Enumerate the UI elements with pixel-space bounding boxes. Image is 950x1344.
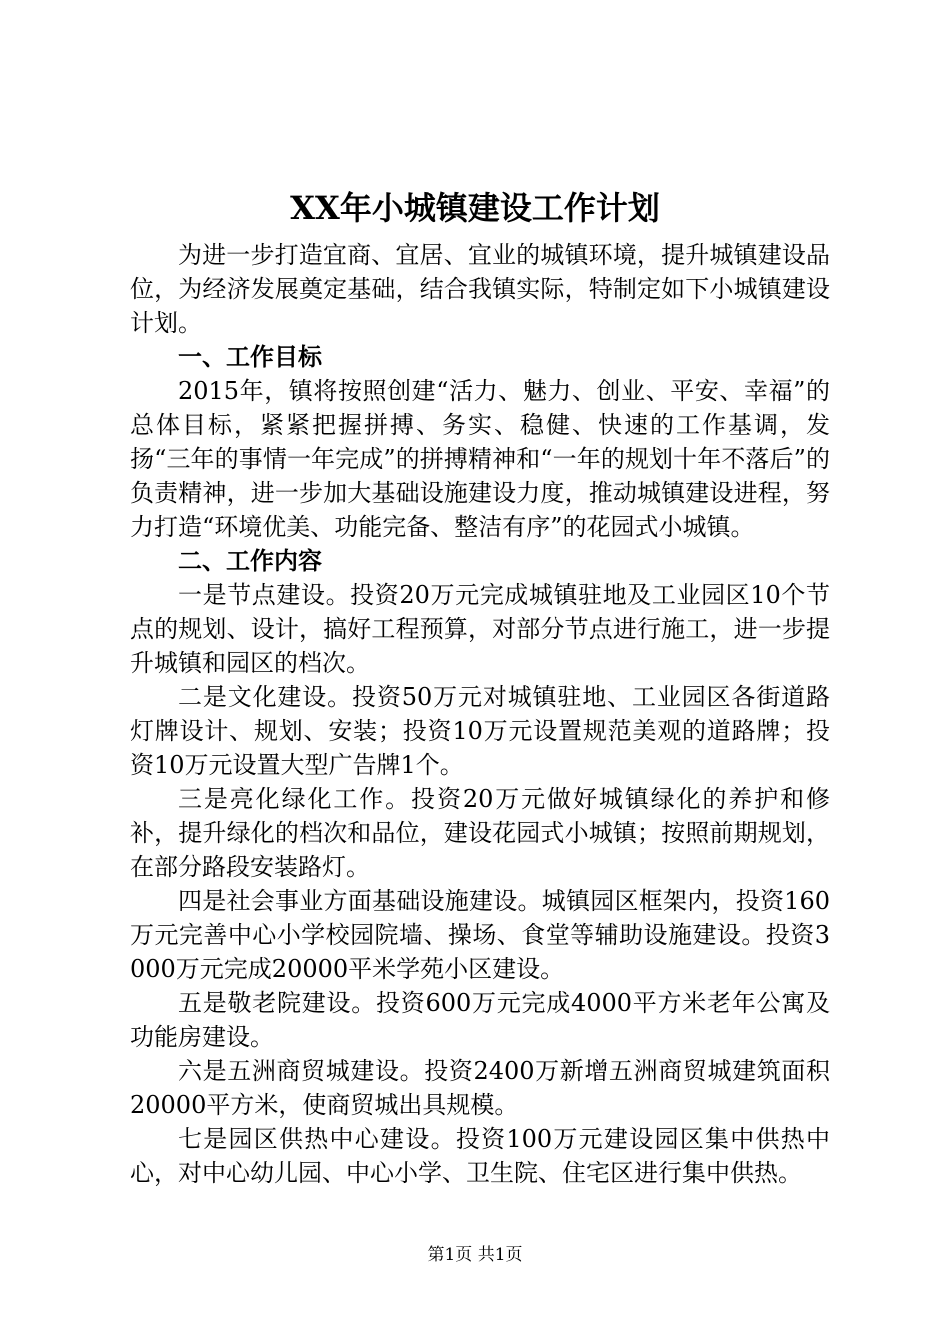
- content-item-2: 二是文化建设。投资50万元对城镇驻地、工业园区各街道路灯牌设计、规划、安装；投资10万元设置规范美观的道路牌；投资10万元设置大型广告牌1个。: [130, 683, 830, 779]
- document-body: [130, 238, 830, 1190]
- section-heading-goals: 一、工作目标: [178, 343, 322, 371]
- content-item-7: 七是园区供热中心建设。投资100万元建设园区集中供热中心，对中心幼儿园、中心小学、卫生院、住宅区进行集中供热。: [130, 1125, 830, 1187]
- content-item-5: 五是敬老院建设。投资600万元完成4000平方米老年公寓及功能房建设。: [130, 989, 830, 1051]
- page-footer: 第1页 共1页: [427, 1245, 523, 1265]
- intro-paragraph: 为进一步打造宜商、宜居、宜业的城镇环境，提升城镇建设品位，为经济发展奠定基础，结合我镇实际，特制定如下小城镇建设计划。: [130, 241, 830, 337]
- content-item-4: 四是社会事业方面基础设施建设。城镇园区框架内，投资160万元完善中心小学校园院墙、操场、食堂等辅助设施建设。投资3000万元完成20000平米学苑小区建设。: [130, 887, 830, 983]
- goals-paragraph: 2015年，镇将按照创建“活力、魅力、创业、平安、幸福”的总体目标，紧紧把握拼搏、务实、稳健、快速的工作基调，发扬“三年的事情一年完成”的拼搏精神和“一年的规划十年不落后”的负责精神，进一步加大基础设施建设力度，推动城镇建设进程，努力打造“环境优美、功能完备、整洁有序”的花园式小城镇。: [130, 377, 830, 541]
- document-title: XX年小城镇建设工作计划: [290, 189, 660, 227]
- content-item-1: 一是节点建设。投资20万元完成城镇驻地及工业园区10个节点的规划、设计，搞好工程预算，对部分节点进行施工，进一步提升城镇和园区的档次。: [130, 581, 830, 677]
- content-item-3: 三是亮化绿化工作。投资20万元做好城镇绿化的养护和修补，提升绿化的档次和品位，建设花园式小城镇；按照前期规划，在部分路段安装路灯。: [130, 785, 830, 881]
- section-heading-content: 二、工作内容: [178, 547, 322, 575]
- content-item-6: 六是五洲商贸城建设。投资2400万新增五洲商贸城建筑面积20000平方米，使商贸城出具规模。: [130, 1057, 830, 1119]
